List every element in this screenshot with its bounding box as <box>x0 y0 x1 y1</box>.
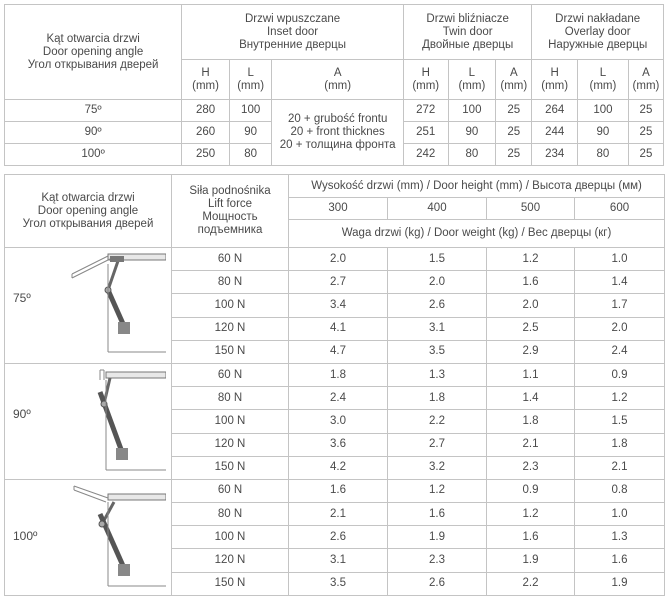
angle-group-cell <box>5 363 172 479</box>
weight-cell: 3.6 <box>289 433 388 456</box>
weight-cell: 2.5 <box>487 317 575 340</box>
angle-header <box>5 175 172 248</box>
weight-cell: 1.6 <box>575 549 665 572</box>
weight-cell: 1.6 <box>487 271 575 294</box>
sub-label: A <box>509 66 518 79</box>
weight-cell: 2.2 <box>487 572 575 595</box>
sub-header <box>229 60 271 100</box>
weight-cell: 2.4 <box>575 340 665 363</box>
angle-header-line: Door opening angle <box>37 204 139 217</box>
lift-force-cell: 60 N <box>172 479 289 502</box>
value-cell: 25 <box>628 100 663 122</box>
weight-cell: 2.7 <box>388 433 487 456</box>
table-row <box>5 363 665 386</box>
weight-cell: 2.3 <box>388 549 487 572</box>
weight-cell: 3.4 <box>289 294 388 317</box>
weight-cell: 1.0 <box>575 503 665 526</box>
value-cell: 251 <box>403 122 448 144</box>
force-header-line: Lift force <box>207 198 253 210</box>
weight-cell: 3.5 <box>388 340 487 363</box>
hinge-75-diagram <box>70 252 166 358</box>
value-cell: 90 <box>229 122 271 144</box>
sub-header <box>496 60 532 100</box>
weight-cell: 2.1 <box>575 456 665 479</box>
header-line: Drzwi bliźniacze <box>426 12 509 25</box>
angle-header-line: Угол открывания дверей <box>22 217 154 230</box>
lift-force-cell: 100 N <box>172 294 289 317</box>
weight-cell: 1.1 <box>487 363 575 386</box>
value-cell: 25 <box>496 144 532 166</box>
weight-cell: 1.8 <box>575 433 665 456</box>
height-value: 300 <box>289 198 388 220</box>
value-cell: 100 <box>229 100 271 122</box>
weight-cell: 1.2 <box>575 387 665 410</box>
weight-cell: 2.7 <box>289 271 388 294</box>
weight-cell: 1.4 <box>575 271 665 294</box>
value-cell: 25 <box>628 122 663 144</box>
lift-force-cell: 120 N <box>172 433 289 456</box>
sub-header <box>448 60 496 100</box>
weight-cell: 1.6 <box>289 479 388 502</box>
angle-group-cell <box>5 479 172 595</box>
angle-cell: 100º <box>5 144 182 166</box>
inset-door-header <box>182 5 404 60</box>
lift-force-cell: 80 N <box>172 387 289 410</box>
weight-cell: 1.7 <box>575 294 665 317</box>
sub-label: L <box>468 66 476 79</box>
sub-header <box>403 60 448 100</box>
angle-header-line: Kąt otwarcia drzwi <box>41 191 135 204</box>
sub-header <box>182 60 230 100</box>
weight-cell: 1.8 <box>289 363 388 386</box>
weight-cell: 2.1 <box>289 503 388 526</box>
value-cell: 234 <box>532 144 578 166</box>
force-header-line: Мощность <box>202 211 258 223</box>
sub-header <box>628 60 663 100</box>
header-line: Twin door <box>442 25 493 38</box>
weight-cell: 1.9 <box>575 572 665 595</box>
angle-header <box>5 5 182 100</box>
sub-label: A <box>333 66 342 79</box>
value-cell: 280 <box>182 100 230 122</box>
sub-unit: (mm) <box>589 79 617 92</box>
header-line: Drzwi nakładane <box>555 12 641 25</box>
weight-cell: 3.0 <box>289 410 388 433</box>
value-cell: 100 <box>577 100 628 122</box>
weight-cell: 2.9 <box>487 340 575 363</box>
weight-cell: 1.5 <box>388 248 487 271</box>
weight-cell: 1.2 <box>487 503 575 526</box>
weight-cell: 2.0 <box>289 248 388 271</box>
weight-cell: 4.2 <box>289 456 388 479</box>
sub-header <box>272 60 404 100</box>
header-line: Внутренние дверцы <box>239 38 347 51</box>
value-cell: 242 <box>403 144 448 166</box>
sub-unit: (mm) <box>237 79 265 92</box>
weight-cell: 2.3 <box>487 456 575 479</box>
force-header-line: Siła podnośnika <box>189 185 271 197</box>
force-header-line: подъемника <box>197 224 263 236</box>
angle-header-line: Kąt otwarcia drzwi <box>46 32 140 45</box>
weight-cell: 2.0 <box>388 271 487 294</box>
weight-cell: 2.1 <box>487 433 575 456</box>
table-row <box>5 479 665 502</box>
weight-cell: 1.0 <box>575 248 665 271</box>
weight-cell: 3.1 <box>289 549 388 572</box>
door-dimensions-table <box>4 4 664 166</box>
sub-unit: (mm) <box>500 79 528 92</box>
weight-cell: 0.9 <box>487 479 575 502</box>
weight-cell: 1.9 <box>388 526 487 549</box>
sub-unit: (mm) <box>632 79 660 92</box>
weight-cell: 1.8 <box>487 410 575 433</box>
lift-force-table <box>4 174 665 596</box>
height-value: 400 <box>388 198 487 220</box>
value-cell: 25 <box>496 122 532 144</box>
value-cell: 25 <box>496 100 532 122</box>
weight-cell: 0.8 <box>575 479 665 502</box>
sub-header <box>577 60 628 100</box>
weight-cell: 2.4 <box>289 387 388 410</box>
a-formula-cell <box>272 100 404 166</box>
table-row <box>5 248 665 271</box>
sub-header <box>532 60 578 100</box>
angle-label: 90º <box>13 406 31 421</box>
header-line: Двойные дверцы <box>422 38 514 51</box>
angle-label: 75º <box>13 291 31 305</box>
weight-cell: 2.0 <box>575 317 665 340</box>
lift-force-cell: 120 N <box>172 549 289 572</box>
value-cell: 90 <box>448 122 496 144</box>
weight-cell: 1.6 <box>487 526 575 549</box>
angle-label: 100º <box>13 528 38 543</box>
angle-cell: 90º <box>5 122 182 144</box>
hinge-90-diagram <box>70 368 166 474</box>
weight-cell: 1.4 <box>487 387 575 410</box>
header-line: Наружные дверцы <box>548 38 648 51</box>
value-cell: 272 <box>403 100 448 122</box>
weight-cell: 2.6 <box>388 572 487 595</box>
value-cell: 260 <box>182 122 230 144</box>
lift-force-cell: 80 N <box>172 503 289 526</box>
lift-force-cell: 100 N <box>172 526 289 549</box>
overlay-door-header <box>532 5 664 60</box>
angle-cell: 75º <box>5 100 182 122</box>
value-cell: 250 <box>182 144 230 166</box>
weight-cell: 1.3 <box>575 526 665 549</box>
weight-cell: 2.0 <box>487 294 575 317</box>
weight-cell: 4.7 <box>289 340 388 363</box>
weight-cell: 1.6 <box>388 503 487 526</box>
weight-cell: 3.1 <box>388 317 487 340</box>
value-cell: 80 <box>229 144 271 166</box>
formula-line: 20 + толщина фронта <box>279 139 396 151</box>
lift-force-cell: 60 N <box>172 248 289 271</box>
weight-cell: 0.9 <box>575 363 665 386</box>
weight-cell: 3.2 <box>388 456 487 479</box>
sub-unit: (mm) <box>192 79 219 92</box>
twin-door-header <box>403 5 531 60</box>
weight-cell: 1.2 <box>487 248 575 271</box>
value-cell: 80 <box>577 144 628 166</box>
weight-cell: 2.2 <box>388 410 487 433</box>
height-value: 500 <box>487 198 575 220</box>
weight-cell: 1.5 <box>575 410 665 433</box>
sub-label: A <box>642 66 650 79</box>
door-weight-header: Waga drzwi (kg) / Door weight (kg) / Вес дверцы (кг) <box>289 220 665 248</box>
weight-cell: 2.6 <box>388 294 487 317</box>
header-line: Inset door <box>266 25 319 38</box>
sub-unit: (mm) <box>458 79 486 92</box>
weight-cell: 1.2 <box>388 479 487 502</box>
lift-force-cell: 150 N <box>172 340 289 363</box>
angle-header-line: Door opening angle <box>42 45 144 58</box>
lift-force-cell: 80 N <box>172 271 289 294</box>
weight-cell: 1.8 <box>388 387 487 410</box>
weight-cell: 3.5 <box>289 572 388 595</box>
hinge-100-diagram <box>70 484 166 590</box>
weight-cell: 1.9 <box>487 549 575 572</box>
formula-line: 20 + grubość frontu <box>287 113 388 125</box>
lift-force-header <box>172 175 289 248</box>
header-line: Drzwi wpuszczane <box>244 12 341 25</box>
value-cell: 100 <box>448 100 496 122</box>
sub-label: L <box>247 66 254 79</box>
sub-unit: (mm) <box>324 79 352 92</box>
angle-header-line: Угол открывания дверей <box>27 58 159 71</box>
lift-force-cell: 60 N <box>172 363 289 386</box>
sub-unit: (mm) <box>412 79 440 92</box>
weight-cell: 2.6 <box>289 526 388 549</box>
value-cell: 25 <box>628 144 663 166</box>
value-cell: 264 <box>532 100 578 122</box>
sub-label: H <box>201 66 210 79</box>
weight-cell: 4.1 <box>289 317 388 340</box>
lift-force-cell: 120 N <box>172 317 289 340</box>
door-height-header: Wysokość drzwi (mm) / Door height (mm) / Высота дверцы (мм) <box>289 175 665 198</box>
sub-label: H <box>550 66 559 79</box>
lift-force-cell: 100 N <box>172 410 289 433</box>
lift-force-cell: 150 N <box>172 572 289 595</box>
header-line: Overlay door <box>564 25 631 38</box>
value-cell: 90 <box>577 122 628 144</box>
value-cell: 80 <box>448 144 496 166</box>
formula-line: 20 + front thicknes <box>290 126 385 138</box>
height-value: 600 <box>575 198 665 220</box>
angle-group-cell <box>5 248 172 364</box>
value-cell: 244 <box>532 122 578 144</box>
weight-cell: 1.3 <box>388 363 487 386</box>
sub-label: H <box>421 66 430 79</box>
sub-unit: (mm) <box>541 79 569 92</box>
lift-force-cell: 150 N <box>172 456 289 479</box>
sub-label: L <box>599 66 607 79</box>
